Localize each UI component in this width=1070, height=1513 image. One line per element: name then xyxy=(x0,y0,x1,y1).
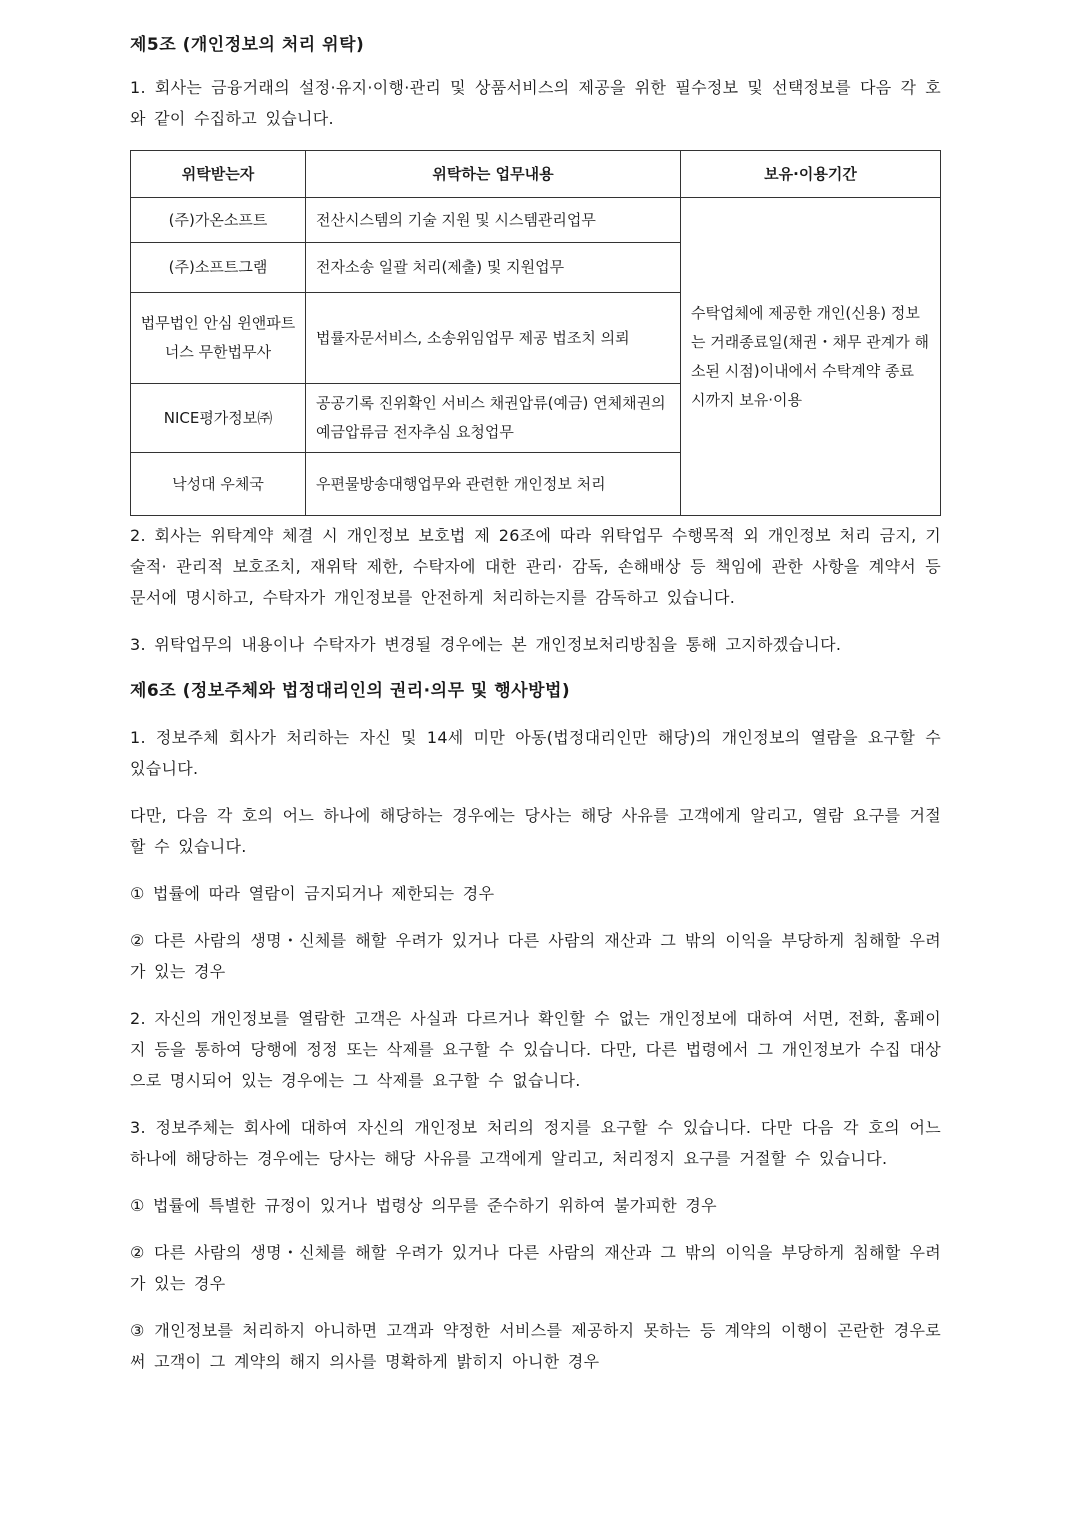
retention-period: 수탁업체에 제공한 개인(신용) 정보는 거래종료일(채권・채무 관계가 해소된 시점)이내에서 수탁계약 종료 시까지 보유·이용 xyxy=(681,198,941,516)
article-5-paragraph-2: 2. 회사는 위탁계약 체결 시 개인정보 보호법 제 26조에 따라 위탁업무 수행목적 외 개인정보 처리 금지, 기술적· 관리적 보호조치, 재위탁 제한, 수탁자에 대한 관리· 감독, 손해배상 등 책임에 관한 사항을 계약서 등 문서에 명시하고, 수탁자가 개인정보를 안전하게 처리하는지를 감독하고 있습니다. xyxy=(130,526,941,607)
task-description: 우편물방송대행업무와 관련한 개인정보 처리 xyxy=(306,453,681,516)
table-header-row xyxy=(131,151,941,198)
trustee-name: (주)가온소프트 xyxy=(131,198,306,243)
header-period: 보유·이용기간 xyxy=(681,151,941,198)
article-6-paragraph: 3. 정보주체는 회사에 대하여 자신의 개인정보 처리의 정지를 요구할 수 있습니다. 다만 다음 각 호의 어느 하나에 해당하는 경우에는 당사는 해당 사유를 고객에게 알리고, 처리정지 요구를 거절할 수 있습니다. xyxy=(130,1118,941,1168)
table-row xyxy=(131,198,941,243)
document-page xyxy=(130,30,941,1377)
article-6-list-item: ② 다른 사람의 생명・신체를 해할 우려가 있거나 다른 사람의 재산과 그 밖의 이익을 부당하게 침해할 우려가 있는 경우 xyxy=(130,931,941,981)
task-description: 전자소송 일괄 처리(제출) 및 지원업무 xyxy=(306,243,681,293)
trustee-name: NICE평가정보㈜ xyxy=(131,384,306,453)
trustee-name: 낙성대 우체국 xyxy=(131,453,306,516)
article-6-list-item: ② 다른 사람의 생명・신체를 해할 우려가 있거나 다른 사람의 재산과 그 밖의 이익을 부당하게 침해할 우려가 있는 경우 xyxy=(130,1243,941,1293)
trustee-name: 법무법인 안심 윈앤파트너스 무한법무사 xyxy=(131,293,306,384)
article-6-paragraph: 2. 자신의 개인정보를 열람한 고객은 사실과 다르거나 확인할 수 없는 개인정보에 대하여 서면, 전화, 홈페이지 등을 통하여 당행에 정정 또는 삭제를 요구할 수 있습니다. 다만, 다른 법령에서 그 개인정보가 수집 대상으로 명시되어 있는 경우에는 그 삭제를 요구할 수 없습니다. xyxy=(130,1009,941,1090)
outsourcing-table xyxy=(130,150,941,516)
article-5-paragraph-3: 3. 위탁업무의 내용이나 수탁자가 변경될 경우에는 본 개인정보처리방침을 통해 고지하겠습니다. xyxy=(130,635,842,654)
task-description: 전산시스템의 기술 지원 및 시스템관리업무 xyxy=(306,198,681,243)
article-5-paragraph-1: 1. 회사는 금융거래의 설정·유지·이행·관리 및 상품서비스의 제공을 위한 필수정보 및 선택정보를 다음 각 호와 같이 수집하고 있습니다. xyxy=(130,78,941,128)
article-6-paragraph: 1. 정보주체 회사가 처리하는 자신 및 14세 미만 아동(법정대리인만 해당)의 개인정보의 열람을 요구할 수 있습니다. xyxy=(130,728,941,778)
article-6-list-item: ① 법률에 따라 열람이 금지되거나 제한되는 경우 xyxy=(130,884,495,903)
article-5-title: 제5조 (개인정보의 처리 위탁) xyxy=(130,35,365,55)
trustee-name: (주)소프트그램 xyxy=(131,243,306,293)
task-description: 법률자문서비스, 소송위임업무 제공 법조치 의뢰 xyxy=(306,293,681,384)
header-task: 위탁하는 업무내용 xyxy=(306,151,681,198)
article-6-paragraph: 다만, 다음 각 호의 어느 하나에 해당하는 경우에는 당사는 해당 사유를 고객에게 알리고, 열람 요구를 거절할 수 있습니다. xyxy=(130,806,941,856)
article-6-list-item: ③ 개인정보를 처리하지 아니하면 고객과 약정한 서비스를 제공하지 못하는 등 계약의 이행이 곤란한 경우로써 고객이 그 계약의 해지 의사를 명확하게 밝히지 아니한 경우 xyxy=(130,1321,941,1371)
article-6-list-item: ① 법률에 특별한 규정이 있거나 법령상 의무를 준수하기 위하여 불가피한 경우 xyxy=(130,1196,717,1215)
article-6-title: 제6조 (정보주체와 법정대리인의 권리·의무 및 행사방법) xyxy=(130,681,571,701)
task-description: 공공기록 진위확인 서비스 채권압류(예금) 연체채권의 예금압류금 전자추심 요청업무 xyxy=(306,384,681,453)
header-trustee: 위탁받는자 xyxy=(131,151,306,198)
